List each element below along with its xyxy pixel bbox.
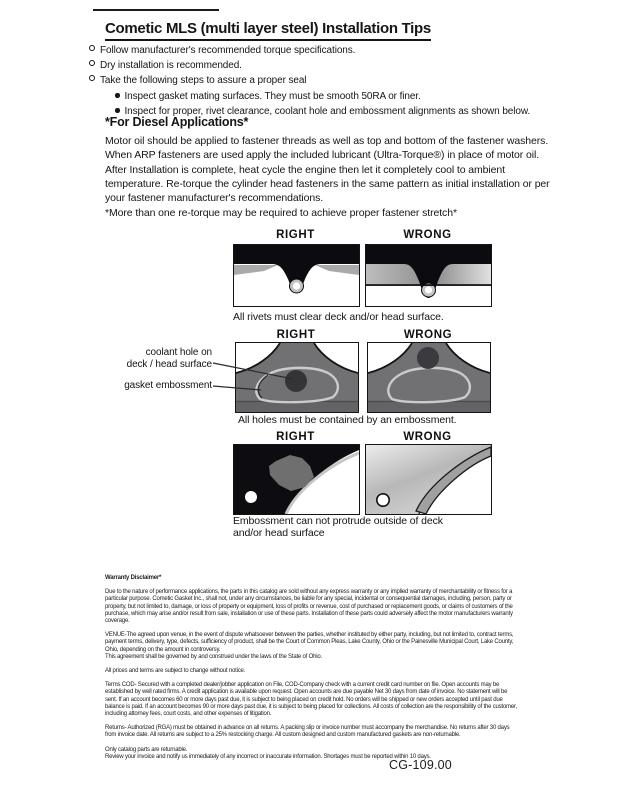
figure1-caption: All rivets must clear deck and/or head surface. — [233, 311, 444, 323]
page-number: CG-109.00 — [389, 758, 452, 772]
annotation-text: coolant hole on — [145, 347, 212, 358]
figure2-caption: All holes must be contained by an embossment. — [238, 414, 457, 426]
protrusion-wrong-diagram — [366, 445, 491, 514]
annotation-text: deck / head surface — [126, 358, 212, 370]
diesel-section-heading: *For Diesel Applications* — [105, 115, 249, 129]
coolant-hole-annotation — [108, 347, 212, 370]
figure-rivet-wrong — [365, 244, 492, 307]
tip-text: Take the following steps to assure a proper seal — [100, 75, 307, 87]
list-item — [115, 89, 530, 104]
terms-cod-paragraph: Terms COD- Secured with a completed dealer/jobber application on File, COD-Company check with a current credit card number on file. Open accounts may be established by well rated firms. A credit application is available upon request. Open accounts are due payable Net 30 days from date of invoice. No statement will be sent. If an account becomes 60 or more days past due, it is subject to being placed on credit hold. No orders will be shipped or new orders accepted until past due balance is paid. If an account becomes 90 or more days past due, it is subject to being placed for collections. All costs of collection are the responsibility of the customer, including attorney fees, court costs, and other expenses of litigation. — [105, 682, 517, 718]
figure-rivet-right — [233, 244, 360, 307]
rivet-wrong-diagram — [366, 245, 491, 306]
gasket-embossment-annotation: gasket embossment — [124, 380, 212, 391]
figure-coolant-right — [235, 342, 359, 413]
figure1-wrong-label: WRONG — [403, 229, 452, 241]
rivet-right-diagram — [234, 245, 359, 306]
filled-bullet-icon — [115, 93, 120, 98]
list-item — [89, 73, 530, 88]
catalog-parts-line: Only catalog parts are returnable. — [105, 746, 188, 753]
open-bullet-icon — [89, 60, 95, 66]
tip-text: Inspect gasket mating surfaces. They must be smooth 50RA or finer. — [124, 90, 421, 102]
page-title: Cometic MLS (multi layer steel) Installation Tips — [105, 20, 431, 41]
top-scan-rule — [93, 9, 219, 11]
legal-fine-print — [105, 575, 518, 761]
figure1-right-label: RIGHT — [276, 229, 315, 241]
coolant-wrong-diagram — [368, 343, 490, 412]
figure3-caption: Embossment can not protrude outside of deck and/or head surface — [233, 515, 443, 539]
tip-text: Follow manufacturer's recommended torque specifications. — [100, 45, 356, 56]
list-item — [89, 58, 530, 73]
installation-tips-list — [89, 43, 530, 119]
retorque-note: *More than one re-torque may be required to achieve proper fastener stretch* — [105, 207, 457, 219]
figure3-wrong-label: WRONG — [403, 431, 452, 443]
returns-paragraph: Returns- Authorized (RGA) must be obtained in advance on all returns. A packing slip or invoice number must accompany the merchandise. No returns after 30 days from invoice date. All returns are subject to a 25% restocking charge. All custom designed and custom manufactured gaskets are non-returnable. — [105, 725, 510, 739]
venue-paragraph: VENUE-The agreed upon venue, in the event of dispute whatsoever between the parties, whether instituted by either party, including, but not limited to, contract terms, payment terms, delivery, type, defects, sufficiency of product, shall be the Court of Common Pleas, Lake County, Ohio or the Painesville Municipal Court, Lake County, Ohio, depending on the amount in controversy. — [105, 632, 514, 653]
warranty-disclaimer-heading: Warranty Disclaimer* — [105, 575, 162, 581]
diesel-paragraph: After Installation is complete, heat cycle the engine then let it completely cool to ambient temperature. Re-torque the cylinder head fasteners in the same pattern as initial installation or per your fastener manufacturer's recommendations. — [105, 164, 550, 205]
figure-protrusion-right — [233, 444, 360, 515]
diesel-paragraph: Motor oil should be applied to fastener threads as well as top and bottom of the fastener washers. When ARP fasteners are used apply the included lubricant (Ultra-Torque®) in place of motor oil. — [105, 135, 549, 162]
figure2-wrong-label: WRONG — [403, 329, 453, 341]
governing-law-line: This agreement shall be governed by and construed under the laws of the State of Ohio. — [105, 653, 322, 660]
filled-bullet-icon — [115, 108, 120, 113]
figure-protrusion-wrong — [365, 444, 492, 515]
figure3-right-label: RIGHT — [276, 431, 315, 443]
warranty-paragraph: Due to the nature of performance applications, the parts in this catalog are sold without any express warranty or any implied warranty of merchantability or fitness for a particular purpose. Cometic Gasket Inc., shall not, under any circumstances, be liable for any special, incidental or consequential damages, including, person, party or property, but not limited to, damage, or loss of property or equipment, loss of profits or revenue, cost of purchased or replacement goods, or claims of customers of the purchase, which may arise and/or result from sale, installation or use of these parts. Installation of these parts could adversely affect the motor manufacturers warranty coverage. — [105, 589, 513, 625]
list-item — [89, 43, 530, 58]
figure2-right-label: RIGHT — [276, 329, 316, 341]
tip-text: Dry installation is recommended. — [100, 60, 242, 72]
prices-line: All prices and terms are subject to change without notice. — [105, 668, 246, 675]
open-bullet-icon — [89, 45, 95, 51]
protrusion-right-diagram — [234, 445, 359, 514]
tip-text: Inspect for proper, rivet clearance, coolant hole and embossment alignments as shown below. — [124, 105, 531, 117]
coolant-right-diagram — [236, 343, 358, 412]
open-bullet-icon — [89, 75, 95, 81]
review-invoice-line: Review your invoice and notify us immediately of any incorrect or inaccurate information. Shortages must be reported within 10 days. — [105, 753, 431, 760]
figure-coolant-wrong — [367, 342, 491, 413]
